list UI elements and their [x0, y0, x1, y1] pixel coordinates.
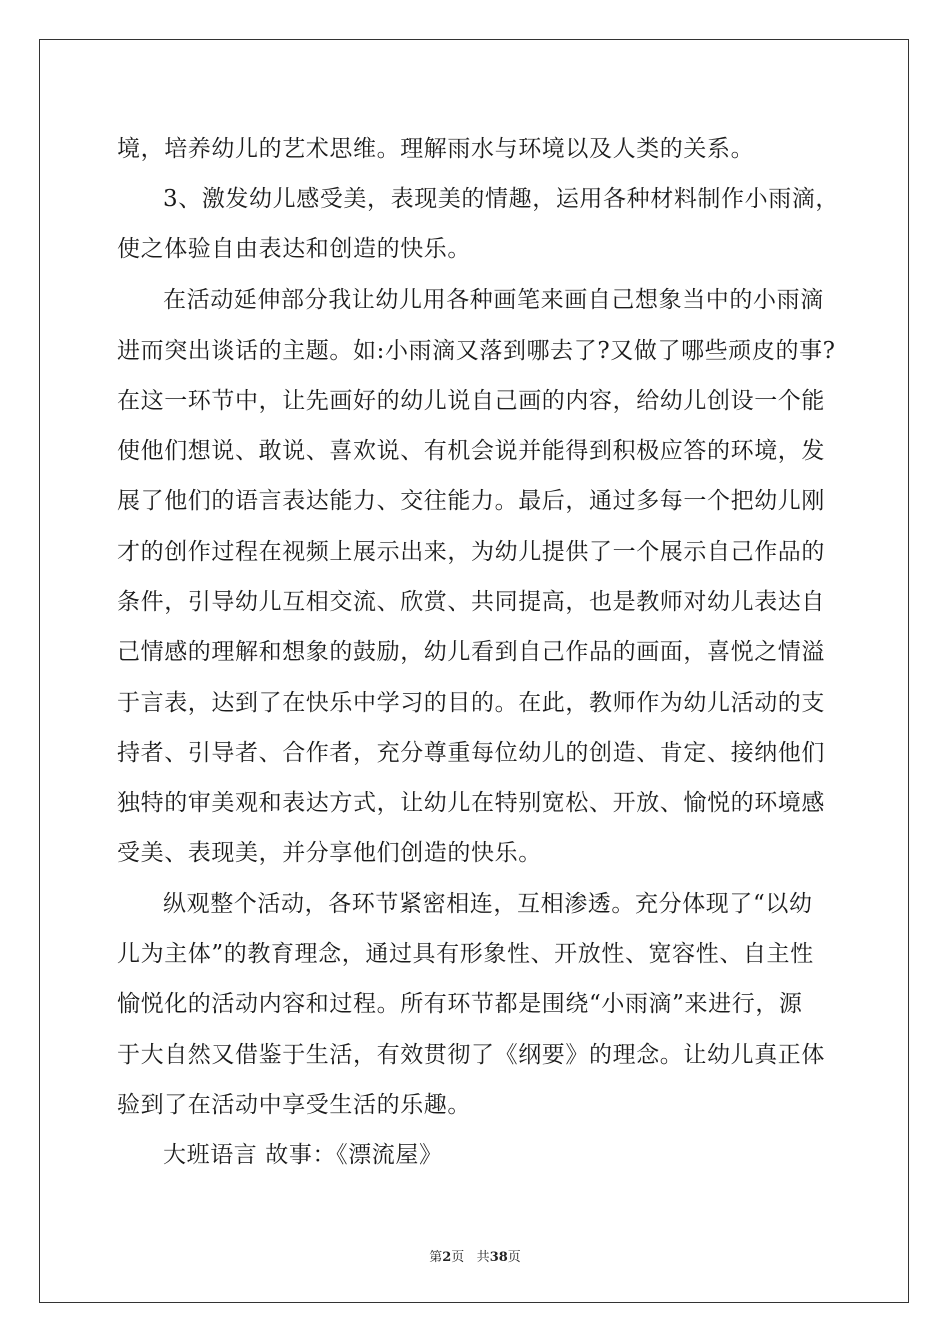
text-line: 使他们想说、敢说、喜欢说、有机会说并能得到积极应答的环境，发: [117, 438, 825, 464]
text-line: 展了他们的语言表达能力、交往能力。最后，通过多每一个把幼儿刚: [117, 488, 825, 514]
text-line: 条件，引导幼儿互相交流、欣赏、共同提高，也是教师对幼儿表达自: [117, 589, 825, 615]
text-line: 独特的审美观和表达方式，让幼儿在特别宽松、开放、愉悦的环境感: [117, 790, 825, 816]
text-line: 境，培养幼儿的艺术思维。理解雨水与环境以及人类的关系。: [117, 136, 755, 162]
text-line: 持者、引导者、合作者，充分尊重每位幼儿的创造、肯定、接纳他们: [117, 740, 825, 766]
section-heading: 大班语言 故事：《漂流屋》: [163, 1142, 443, 1168]
text-line: 受美、表现美，并分享他们创造的快乐。: [117, 840, 542, 866]
text-line: 己情感的理解和想象的鼓励，幼儿看到自己作品的画面，喜悦之情溢: [117, 639, 825, 665]
text-line: 才的创作过程在视频上展示出来，为幼儿提供了一个展示自己作品的: [117, 539, 825, 565]
footer-total-prefix: 共: [476, 1250, 490, 1265]
footer-prefix: 第: [429, 1250, 443, 1265]
text-line: 于大自然又借鉴于生活，有效贯彻了《纲要》的理念。让幼儿真正体: [117, 1042, 825, 1068]
footer-total-pages: 38: [489, 1250, 508, 1265]
footer-page-suffix: 页: [451, 1250, 465, 1265]
footer-page-number: 2: [442, 1250, 452, 1265]
text-line: 在活动延伸部分我让幼儿用各种画笔来画自己想象当中的小雨滴: [163, 287, 824, 313]
text-line: 3、激发幼儿感受美，表现美的情趣，运用各种材料制作小雨滴，: [163, 186, 840, 212]
footer-total-suffix: 页: [507, 1250, 521, 1265]
text-line: 儿为主体”的教育理念，通过具有形象性、开放性、宽容性、自主性: [117, 941, 814, 967]
text-line: 使之体验自由表达和创造的快乐。: [117, 236, 471, 262]
text-line: 在这一环节中，让先画好的幼儿说自己画的内容，给幼儿创设一个能: [117, 388, 825, 414]
text-line: 验到了在活动中享受生活的乐趣。: [117, 1092, 471, 1118]
text-line: 愉悦化的活动内容和过程。所有环节都是围绕“小雨滴”来进行，源: [117, 991, 803, 1017]
text-line: 于言表，达到了在快乐中学习的目的。在此，教师作为幼儿活动的支: [117, 690, 825, 716]
text-line: 纵观整个活动，各环节紧密相连，互相渗透。充分体现了“以幼: [163, 891, 813, 917]
page-footer: [0, 1246, 950, 1265]
text-line: 进而突出谈话的主题。如:小雨滴又落到哪去了?又做了哪些顽皮的事?: [117, 338, 836, 364]
